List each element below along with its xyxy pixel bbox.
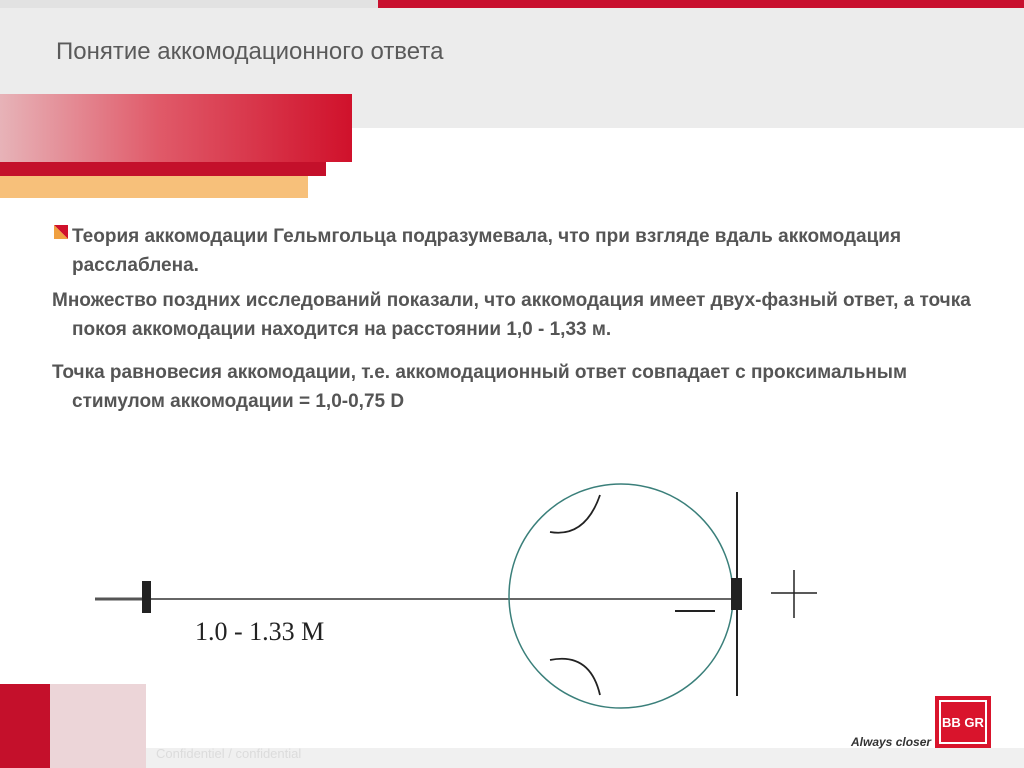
confidential-note: Confidentiel / confidential <box>156 746 302 761</box>
decor-red-band <box>0 94 352 162</box>
paragraph-3-text: Точка равновесия аккомодации, т.е. аккомодационный ответ совпадает с проксимальным стимулом аккомодации = 1,0-0,75 D <box>52 362 908 412</box>
paragraph-2-text: Множество поздних исследований показали, что аккомодация имеет двух-фазный ответ, а точка покоя аккомодации находится на расстоянии 1,0 - 1,33 м. <box>52 290 971 340</box>
paragraph-1-text: Теория аккомодации Гельмгольца подразумевала, что при взгляде вдаль аккомодация расслаблена. <box>72 226 902 276</box>
decor-bottom-left-pink <box>50 684 146 768</box>
eye-globe <box>509 484 733 708</box>
distance-label: 1.0 - 1.33 M <box>195 617 325 646</box>
paragraph-2 <box>52 286 972 344</box>
decor-bottom-left-red <box>0 684 50 768</box>
ciliary-arc-bottom <box>550 659 600 695</box>
top-red-stripe <box>378 0 1024 8</box>
paragraph-3 <box>52 358 972 416</box>
paragraph-1 <box>52 222 972 280</box>
resting-point-marker <box>142 581 151 613</box>
decor-red-band-dark <box>0 162 326 176</box>
slide-body <box>52 222 972 444</box>
slide-title: Понятие аккомодационного ответа <box>56 38 444 65</box>
decor-orange-band <box>0 176 308 198</box>
bullet-icon <box>54 225 68 239</box>
ciliary-arc-top <box>550 495 600 533</box>
bbgr-logo-text: BB GR <box>939 700 987 744</box>
accommodation-diagram <box>95 470 841 724</box>
eye-marker <box>731 578 742 610</box>
slogan: Always closer <box>851 735 932 749</box>
bbgr-logo <box>935 696 991 748</box>
